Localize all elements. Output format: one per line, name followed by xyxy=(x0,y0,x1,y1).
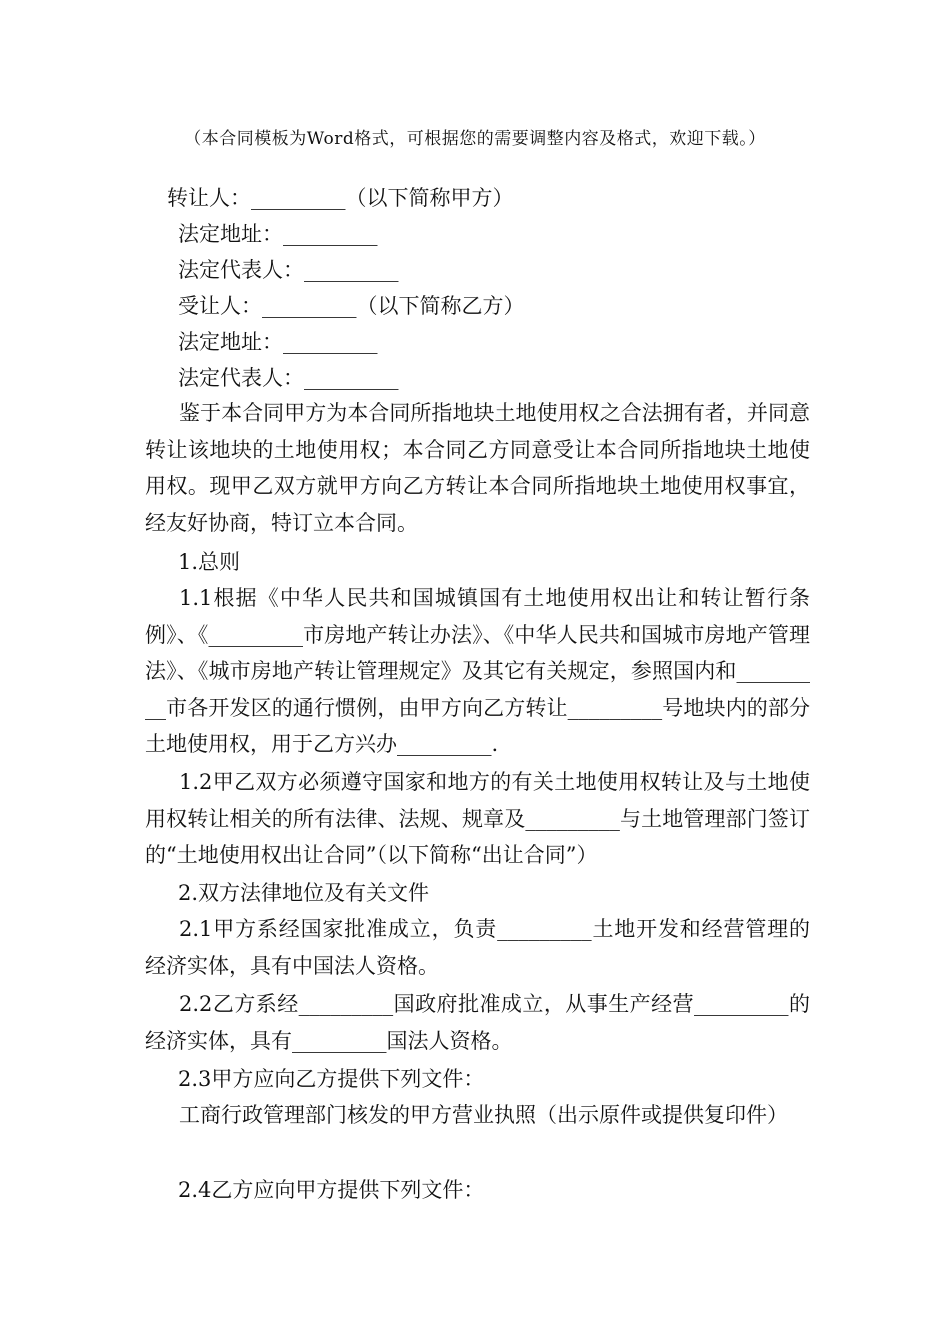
transferor-representative-line: 法定代表人：_________ xyxy=(178,258,399,282)
preamble-paragraph: 鉴于本合同甲方为本合同所指地块土地使用权之合法拥有者，并同意转让该地块的土地使用权；本合同乙方同意受让本合同所指地块土地使用权。现甲乙双方就甲方向乙方转让本合同所指地块土地使用权事宜，经友好协商，特订立本合同。 xyxy=(145,401,810,535)
clause-2-2: 2.2乙方系经_________国政府批准成立，从事生产经营_________的经济实体，具有_________国法人资格。 xyxy=(145,992,810,1053)
clause-2-4: 2.4乙方应向甲方提供下列文件： xyxy=(178,1178,485,1202)
clause-1-1: 1.1根据《中华人民共和国城镇国有土地使用权出让和转让暂行条例》、《_________市房地产转让办法》、《中华人民共和国城市房地产管理法》、《城市房地产转让管理规定》及其它有关规定，参照国内和_________市各开发区的通行惯例，由甲方向乙方转让_________号地块内的部分土地使用权，用于乙方兴办_________. xyxy=(145,586,810,756)
clause-2-3-document-item: 工商行政管理部门核发的甲方营业执照（出示原件或提供复印件） xyxy=(179,1103,788,1127)
section-2-heading: 2.双方法律地位及有关文件 xyxy=(178,881,430,905)
transferee-representative-line: 法定代表人：_________ xyxy=(178,366,399,390)
clause-2-3: 2.3甲方应向乙方提供下列文件： xyxy=(178,1067,485,1091)
transferee-line: 受让人：_________（以下简称乙方） xyxy=(178,294,525,318)
template-note: （本合同模板为Word格式，可根据您的需要调整内容及格式，欢迎下载。） xyxy=(184,129,766,149)
transferee-address-line: 法定地址：_________ xyxy=(178,330,378,354)
transferor-line: 转让人：_________（以下简称甲方） xyxy=(167,186,514,210)
clause-1-2: 1.2甲乙双方必须遵守国家和地方的有关土地使用权转让及与土地使用权转让相关的所有法律、法规、规章及_________与土地管理部门签订的“土地使用权出让合同”（以下简称“出让合同”） xyxy=(145,770,810,867)
section-1-heading: 1.总则 xyxy=(178,550,241,574)
transferor-address-line: 法定地址：_________ xyxy=(178,222,378,246)
clause-2-1: 2.1甲方系经国家批准成立，负责_________土地开发和经营管理的经济实体，具有中国法人资格。 xyxy=(145,917,810,978)
